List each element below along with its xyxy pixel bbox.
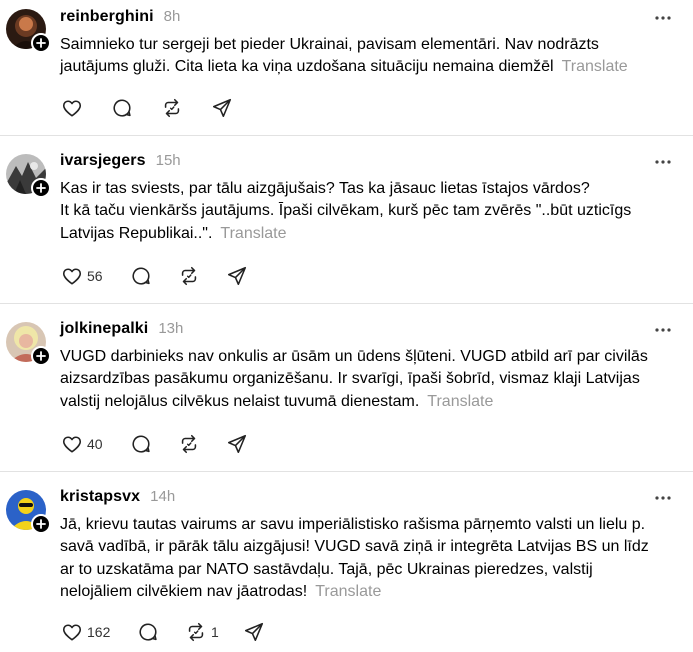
share-button[interactable] [211,96,251,120]
post-text-line: ar to uzskatāma par NATO sastāvdaļu. Tajā, pēc Ukrainas pieredzes, valstij [60,560,593,578]
post-text-line: VUGD darbinieks nav onkulis ar ūsām un ūdens šļūteni. VUGD atbild arī par civilās [60,348,648,365]
plus-icon [36,351,46,361]
plus-icon [36,183,46,193]
username[interactable]: reinberghini [60,8,154,25]
post-text [60,346,679,413]
repost-icon [178,265,200,287]
post-text-line: valstij nelojālus cilvēkus nelaist tuvumā dienestam. [60,392,420,410]
heart-icon [61,621,83,643]
post-actions [61,96,251,120]
plus-icon [36,38,46,48]
username[interactable]: ivarsjegers [60,152,146,169]
share-button[interactable] [243,620,283,644]
post-text-line: jautājums gluži. Cita lieta ka viņa uzdošana situāciju nemaina diemžēl [60,58,554,76]
follow-plus-button[interactable] [31,514,51,534]
heart-icon [61,97,83,119]
like-count: 162 [87,624,111,640]
post-text-line: nelojāliem cilvēkiem nav jāatrodas! [60,582,308,600]
post-actions [61,620,283,644]
post-time[interactable]: 14h [150,488,176,505]
comment-icon [111,97,133,119]
like-button[interactable] [61,264,130,288]
follow-plus-button[interactable] [31,33,51,53]
like-button[interactable] [61,432,130,456]
heart-icon [61,433,83,455]
avatar-container[interactable] [6,322,50,366]
post-text-line: aizsardzības pasākumu organizēšanu. Ir svarīgi, īpaši šobrīd, vismaz klaji Latvijas [60,370,640,388]
repost-button[interactable] [161,96,211,120]
repost-icon [185,621,207,643]
plus-icon [36,519,46,529]
reply-post [0,136,693,304]
send-icon [243,621,265,643]
post-time[interactable]: 15h [155,152,181,169]
post-actions [61,432,266,456]
send-icon [211,97,233,119]
username[interactable]: kristapsvx [60,488,141,505]
more-dots-icon [655,16,671,20]
like-button[interactable] [61,620,137,644]
post-text-line: savā vadībā, ir pārāk tālu aizgājusi! VUGD savā ziņā ir integrēta Latvijas BS un līdz [60,538,649,556]
more-dots-icon [655,328,671,332]
comment-icon [137,621,159,643]
avatar-container[interactable] [6,9,50,53]
post-text-line: Jā, krievu tautas vairums ar savu imperiālistisko rašisma pārņemto valsti un lielu p. [60,516,646,533]
like-button[interactable] [61,96,111,120]
more-options-button[interactable] [651,490,675,506]
repost-button[interactable] [178,264,226,288]
comment-icon [130,265,152,287]
translate-link[interactable]: Translate [220,224,287,242]
repost-icon [178,433,200,455]
post-text [60,34,679,79]
comment-icon [130,433,152,455]
post-text [60,178,679,245]
more-options-button[interactable] [651,10,675,26]
like-count: 56 [87,268,103,284]
translate-link[interactable]: Translate [315,582,382,600]
reply-button[interactable] [111,96,161,120]
send-icon [226,433,248,455]
reply-button[interactable] [130,264,178,288]
repost-count: 1 [211,624,219,640]
reply-post [0,304,693,472]
translate-link[interactable]: Translate [427,392,494,410]
more-options-button[interactable] [651,322,675,338]
send-icon [226,265,248,287]
more-dots-icon [655,496,671,500]
post-time[interactable]: 13h [158,320,184,337]
reply-post [0,472,693,652]
follow-plus-button[interactable] [31,346,51,366]
repost-icon [161,97,183,119]
avatar-container[interactable] [6,154,50,198]
post-text-line: It kā taču vienkāršs jautājums. Īpaši cilvēkam, kurš pēc tam zvērēs "..būt uzticīgs [60,202,632,220]
avatar-container[interactable] [6,490,50,534]
repost-button[interactable] [178,432,226,456]
heart-icon [61,265,83,287]
share-button[interactable] [226,264,266,288]
reply-button[interactable] [137,620,185,644]
username[interactable]: jolkinepalki [60,320,149,337]
reply-button[interactable] [130,432,178,456]
post-actions [61,264,266,288]
translate-link[interactable]: Translate [561,58,628,76]
post-text-line: Latvijas Republikai..". [60,224,213,242]
reply-post [0,0,693,136]
post-text [60,514,679,603]
like-count: 40 [87,436,103,452]
post-text-line: Kas ir tas sviests, par tālu aizgājušais? Tas ka jāsauc lietas īstajos vārdos? [60,180,590,197]
post-text-line: Saimnieko tur sergeji bet pieder Ukrainai, pavisam elementāri. Nav nodrāzts [60,36,599,53]
more-options-button[interactable] [651,154,675,170]
more-dots-icon [655,160,671,164]
post-time[interactable]: 8h [163,8,181,25]
follow-plus-button[interactable] [31,178,51,198]
share-button[interactable] [226,432,266,456]
repost-button[interactable] [185,620,243,644]
